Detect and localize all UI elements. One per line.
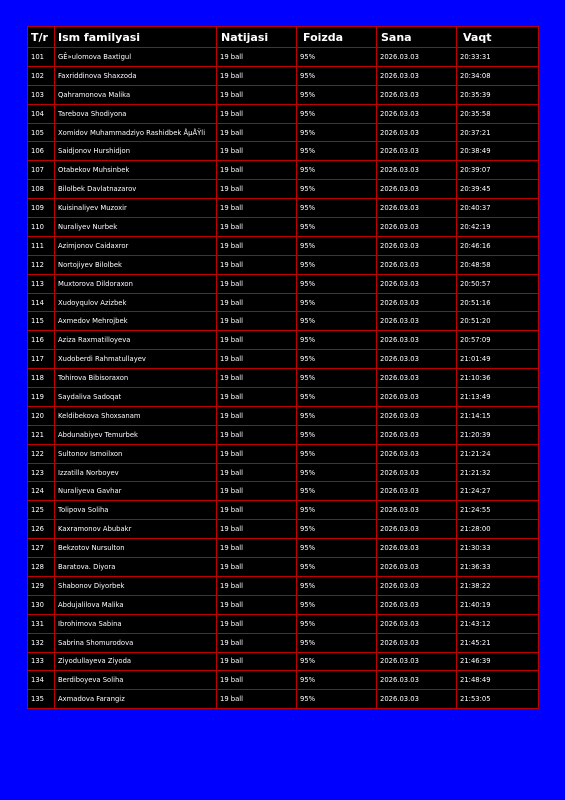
cell-percent: 95%: [297, 388, 377, 407]
cell-percent: 95%: [297, 444, 377, 463]
cell-number: 125: [28, 501, 55, 520]
cell-number: 118: [28, 369, 55, 388]
cell-full-name: Sultonov Ismoilxon: [55, 444, 217, 463]
cell-number: 122: [28, 444, 55, 463]
cell-result: 19 ball: [217, 123, 297, 142]
cell-percent: 95%: [297, 690, 377, 709]
cell-result: 19 ball: [217, 66, 297, 85]
cell-full-name: Saydaliva Sadoqat: [55, 388, 217, 407]
cell-full-name: Nuraliyeva Gavhar: [55, 482, 217, 501]
cell-percent: 95%: [297, 255, 377, 274]
cell-full-name: Baratova. Diyora: [55, 558, 217, 577]
cell-number: 108: [28, 180, 55, 199]
cell-percent: 95%: [297, 85, 377, 104]
cell-percent: 95%: [297, 48, 377, 67]
cell-full-name: Tohirova Bibisoraxon: [55, 369, 217, 388]
cell-result: 19 ball: [217, 255, 297, 274]
cell-number: 109: [28, 199, 55, 218]
cell-percent: 95%: [297, 406, 377, 425]
cell-date: 2026.03.03: [377, 671, 457, 690]
cell-full-name: Muxtorova Dildoraxon: [55, 274, 217, 293]
cell-date: 2026.03.03: [377, 388, 457, 407]
table-row: [28, 576, 539, 595]
cell-result: 19 ball: [217, 293, 297, 312]
cell-percent: 95%: [297, 633, 377, 652]
cell-result: 19 ball: [217, 690, 297, 709]
cell-result: 19 ball: [217, 274, 297, 293]
cell-time: 21:48:49: [457, 671, 539, 690]
cell-result: 19 ball: [217, 501, 297, 520]
cell-percent: 95%: [297, 199, 377, 218]
cell-percent: 95%: [297, 274, 377, 293]
cell-percent: 95%: [297, 218, 377, 237]
cell-result: 19 ball: [217, 444, 297, 463]
cell-date: 2026.03.03: [377, 576, 457, 595]
cell-percent: 95%: [297, 558, 377, 577]
cell-time: 20:40:37: [457, 199, 539, 218]
table-row: [28, 406, 539, 425]
cell-result: 19 ball: [217, 633, 297, 652]
table-row: [28, 293, 539, 312]
cell-number: 104: [28, 104, 55, 123]
cell-number: 123: [28, 463, 55, 482]
cell-number: 107: [28, 161, 55, 180]
cell-result: 19 ball: [217, 142, 297, 161]
cell-date: 2026.03.03: [377, 255, 457, 274]
cell-date: 2026.03.03: [377, 293, 457, 312]
cell-percent: 95%: [297, 180, 377, 199]
cell-percent: 95%: [297, 161, 377, 180]
cell-number: 129: [28, 576, 55, 595]
cell-percent: 95%: [297, 501, 377, 520]
table-row: [28, 482, 539, 501]
cell-date: 2026.03.03: [377, 218, 457, 237]
cell-percent: 95%: [297, 331, 377, 350]
cell-percent: 95%: [297, 123, 377, 142]
cell-result: 19 ball: [217, 350, 297, 369]
cell-number: 106: [28, 142, 55, 161]
cell-percent: 95%: [297, 652, 377, 671]
cell-number: 134: [28, 671, 55, 690]
cell-percent: 95%: [297, 463, 377, 482]
cell-time: 21:43:12: [457, 614, 539, 633]
cell-number: 131: [28, 614, 55, 633]
cell-date: 2026.03.03: [377, 614, 457, 633]
cell-date: 2026.03.03: [377, 161, 457, 180]
header-time: Vaqt: [457, 27, 539, 48]
table-row: [28, 369, 539, 388]
cell-percent: 95%: [297, 142, 377, 161]
table-row: [28, 595, 539, 614]
cell-full-name: Saidjonov Hurshidjon: [55, 142, 217, 161]
cell-full-name: Nortojiyev Bilolbek: [55, 255, 217, 274]
cell-result: 19 ball: [217, 236, 297, 255]
cell-number: 101: [28, 48, 55, 67]
cell-percent: 95%: [297, 369, 377, 388]
table-row: [28, 633, 539, 652]
cell-date: 2026.03.03: [377, 690, 457, 709]
cell-full-name: Azimjonov Caidaxror: [55, 236, 217, 255]
cell-number: 102: [28, 66, 55, 85]
cell-number: 105: [28, 123, 55, 142]
table-row: [28, 558, 539, 577]
cell-time: 21:36:33: [457, 558, 539, 577]
cell-full-name: Nuraliyev Nurbek: [55, 218, 217, 237]
cell-percent: 95%: [297, 576, 377, 595]
cell-result: 19 ball: [217, 85, 297, 104]
cell-date: 2026.03.03: [377, 199, 457, 218]
cell-time: 20:35:58: [457, 104, 539, 123]
cell-time: 20:39:45: [457, 180, 539, 199]
cell-result: 19 ball: [217, 312, 297, 331]
cell-full-name: Axmadova Farangiz: [55, 690, 217, 709]
cell-full-name: Aziza Raxmatilloyeva: [55, 331, 217, 350]
table-row: [28, 690, 539, 709]
cell-time: 21:20:39: [457, 425, 539, 444]
cell-number: 103: [28, 85, 55, 104]
cell-result: 19 ball: [217, 180, 297, 199]
cell-full-name: Xudoberdi Rahmatullayev: [55, 350, 217, 369]
cell-time: 20:39:07: [457, 161, 539, 180]
cell-time: 21:14:15: [457, 406, 539, 425]
header-result: Natijasi: [217, 27, 297, 48]
cell-number: 124: [28, 482, 55, 501]
cell-number: 133: [28, 652, 55, 671]
cell-percent: 95%: [297, 425, 377, 444]
cell-percent: 95%: [297, 104, 377, 123]
cell-result: 19 ball: [217, 369, 297, 388]
table-row: [28, 218, 539, 237]
table-row: [28, 123, 539, 142]
cell-time: 21:38:22: [457, 576, 539, 595]
cell-time: 21:21:32: [457, 463, 539, 482]
cell-number: 116: [28, 331, 55, 350]
cell-date: 2026.03.03: [377, 633, 457, 652]
cell-time: 21:30:33: [457, 539, 539, 558]
cell-full-name: Bekzotov Nursulton: [55, 539, 217, 558]
cell-number: 111: [28, 236, 55, 255]
cell-date: 2026.03.03: [377, 595, 457, 614]
cell-result: 19 ball: [217, 558, 297, 577]
cell-result: 19 ball: [217, 388, 297, 407]
cell-date: 2026.03.03: [377, 501, 457, 520]
table-row: [28, 48, 539, 67]
cell-percent: 95%: [297, 236, 377, 255]
cell-full-name: Bilolbek Davlatnazarov: [55, 180, 217, 199]
cell-date: 2026.03.03: [377, 66, 457, 85]
cell-percent: 95%: [297, 671, 377, 690]
table-row: [28, 425, 539, 444]
cell-date: 2026.03.03: [377, 482, 457, 501]
cell-number: 113: [28, 274, 55, 293]
header-number: T/r: [28, 27, 55, 48]
cell-full-name: Sabrina Shomurodova: [55, 633, 217, 652]
table-row: [28, 463, 539, 482]
cell-number: 117: [28, 350, 55, 369]
cell-time: 20:51:20: [457, 312, 539, 331]
cell-time: 20:46:16: [457, 236, 539, 255]
cell-number: 119: [28, 388, 55, 407]
cell-percent: 95%: [297, 520, 377, 539]
cell-result: 19 ball: [217, 425, 297, 444]
cell-time: 21:24:27: [457, 482, 539, 501]
header-full-name: Ism familyasi: [55, 27, 217, 48]
cell-full-name: GÊ»ulomova Baxtigul: [55, 48, 217, 67]
cell-date: 2026.03.03: [377, 236, 457, 255]
cell-date: 2026.03.03: [377, 652, 457, 671]
cell-number: 120: [28, 406, 55, 425]
cell-percent: 95%: [297, 66, 377, 85]
cell-time: 20:51:16: [457, 293, 539, 312]
cell-result: 19 ball: [217, 331, 297, 350]
cell-percent: 95%: [297, 482, 377, 501]
cell-number: 110: [28, 218, 55, 237]
cell-number: 135: [28, 690, 55, 709]
cell-date: 2026.03.03: [377, 406, 457, 425]
cell-full-name: Keldibekova Shoxsanam: [55, 406, 217, 425]
table-row: [28, 501, 539, 520]
cell-result: 19 ball: [217, 539, 297, 558]
cell-time: 20:50:57: [457, 274, 539, 293]
cell-time: 20:34:08: [457, 66, 539, 85]
cell-full-name: Shabonov Diyorbek: [55, 576, 217, 595]
cell-number: 127: [28, 539, 55, 558]
table-row: [28, 199, 539, 218]
table-body: [28, 48, 539, 709]
cell-date: 2026.03.03: [377, 123, 457, 142]
cell-date: 2026.03.03: [377, 312, 457, 331]
table-row: [28, 388, 539, 407]
table-row: [28, 331, 539, 350]
cell-full-name: Izzatilla Norboyev: [55, 463, 217, 482]
table-row: [28, 104, 539, 123]
cell-time: 20:38:49: [457, 142, 539, 161]
cell-result: 19 ball: [217, 576, 297, 595]
cell-result: 19 ball: [217, 463, 297, 482]
header-percent: Foizda: [297, 27, 377, 48]
cell-result: 19 ball: [217, 406, 297, 425]
cell-full-name: Xudoyqulov Azizbek: [55, 293, 217, 312]
cell-time: 20:57:09: [457, 331, 539, 350]
cell-full-name: Xomidov Muhammadziyo Rashidbek ÅµÅŸli: [55, 123, 217, 142]
cell-full-name: Tolipova Soliha: [55, 501, 217, 520]
cell-full-name: Kaxramonov Abubakr: [55, 520, 217, 539]
cell-full-name: Otabekov Muhsinbek: [55, 161, 217, 180]
cell-time: 21:28:00: [457, 520, 539, 539]
table-row: [28, 274, 539, 293]
table-row: [28, 66, 539, 85]
cell-date: 2026.03.03: [377, 331, 457, 350]
table-row: [28, 614, 539, 633]
cell-date: 2026.03.03: [377, 558, 457, 577]
cell-date: 2026.03.03: [377, 444, 457, 463]
cell-date: 2026.03.03: [377, 539, 457, 558]
table-row: [28, 444, 539, 463]
cell-number: 132: [28, 633, 55, 652]
cell-date: 2026.03.03: [377, 369, 457, 388]
table-row: [28, 85, 539, 104]
results-table: [27, 26, 539, 709]
cell-full-name: Abdujalilova Malika: [55, 595, 217, 614]
cell-time: 20:42:19: [457, 218, 539, 237]
cell-date: 2026.03.03: [377, 350, 457, 369]
table-row: [28, 142, 539, 161]
cell-date: 2026.03.03: [377, 48, 457, 67]
cell-time: 21:46:39: [457, 652, 539, 671]
table-row: [28, 236, 539, 255]
cell-percent: 95%: [297, 293, 377, 312]
cell-time: 20:48:58: [457, 255, 539, 274]
table-row: [28, 520, 539, 539]
cell-time: 20:33:31: [457, 48, 539, 67]
header-date: Sana: [377, 27, 457, 48]
cell-date: 2026.03.03: [377, 463, 457, 482]
cell-percent: 95%: [297, 350, 377, 369]
cell-number: 128: [28, 558, 55, 577]
cell-date: 2026.03.03: [377, 520, 457, 539]
cell-result: 19 ball: [217, 482, 297, 501]
cell-full-name: Axmedov Mehrojbek: [55, 312, 217, 331]
cell-percent: 95%: [297, 539, 377, 558]
cell-time: 21:45:21: [457, 633, 539, 652]
cell-result: 19 ball: [217, 199, 297, 218]
cell-full-name: Ziyodullayeva Ziyoda: [55, 652, 217, 671]
cell-full-name: Faxriddinova Shaxzoda: [55, 66, 217, 85]
cell-date: 2026.03.03: [377, 142, 457, 161]
table-row: [28, 350, 539, 369]
cell-time: 21:01:49: [457, 350, 539, 369]
cell-time: 20:37:21: [457, 123, 539, 142]
table-row: [28, 312, 539, 331]
cell-time: 21:53:05: [457, 690, 539, 709]
cell-result: 19 ball: [217, 595, 297, 614]
cell-number: 112: [28, 255, 55, 274]
table-row: [28, 539, 539, 558]
cell-full-name: Abdunabiyev Temurbek: [55, 425, 217, 444]
cell-time: 21:10:36: [457, 369, 539, 388]
cell-time: 21:13:49: [457, 388, 539, 407]
cell-time: 20:35:39: [457, 85, 539, 104]
cell-full-name: Qahramonova Malika: [55, 85, 217, 104]
cell-percent: 95%: [297, 312, 377, 331]
cell-result: 19 ball: [217, 104, 297, 123]
cell-full-name: Kuisinaliyev Muzoxir: [55, 199, 217, 218]
cell-percent: 95%: [297, 614, 377, 633]
table-row: [28, 671, 539, 690]
cell-percent: 95%: [297, 595, 377, 614]
cell-result: 19 ball: [217, 218, 297, 237]
table-row: [28, 161, 539, 180]
cell-date: 2026.03.03: [377, 104, 457, 123]
cell-result: 19 ball: [217, 48, 297, 67]
cell-full-name: Ibrohimova Sabina: [55, 614, 217, 633]
cell-result: 19 ball: [217, 671, 297, 690]
cell-date: 2026.03.03: [377, 180, 457, 199]
cell-full-name: Tarebova Shodiyona: [55, 104, 217, 123]
cell-time: 21:21:24: [457, 444, 539, 463]
cell-time: 21:24:55: [457, 501, 539, 520]
cell-number: 130: [28, 595, 55, 614]
table-row: [28, 255, 539, 274]
cell-number: 114: [28, 293, 55, 312]
cell-result: 19 ball: [217, 614, 297, 633]
cell-date: 2026.03.03: [377, 425, 457, 444]
table-header-row: [28, 27, 539, 48]
cell-date: 2026.03.03: [377, 85, 457, 104]
cell-number: 115: [28, 312, 55, 331]
cell-result: 19 ball: [217, 161, 297, 180]
cell-number: 121: [28, 425, 55, 444]
cell-full-name: Berdiboyeva Soliha: [55, 671, 217, 690]
table-row: [28, 180, 539, 199]
table-row: [28, 652, 539, 671]
cell-result: 19 ball: [217, 652, 297, 671]
cell-date: 2026.03.03: [377, 274, 457, 293]
cell-result: 19 ball: [217, 520, 297, 539]
cell-number: 126: [28, 520, 55, 539]
cell-time: 21:40:19: [457, 595, 539, 614]
